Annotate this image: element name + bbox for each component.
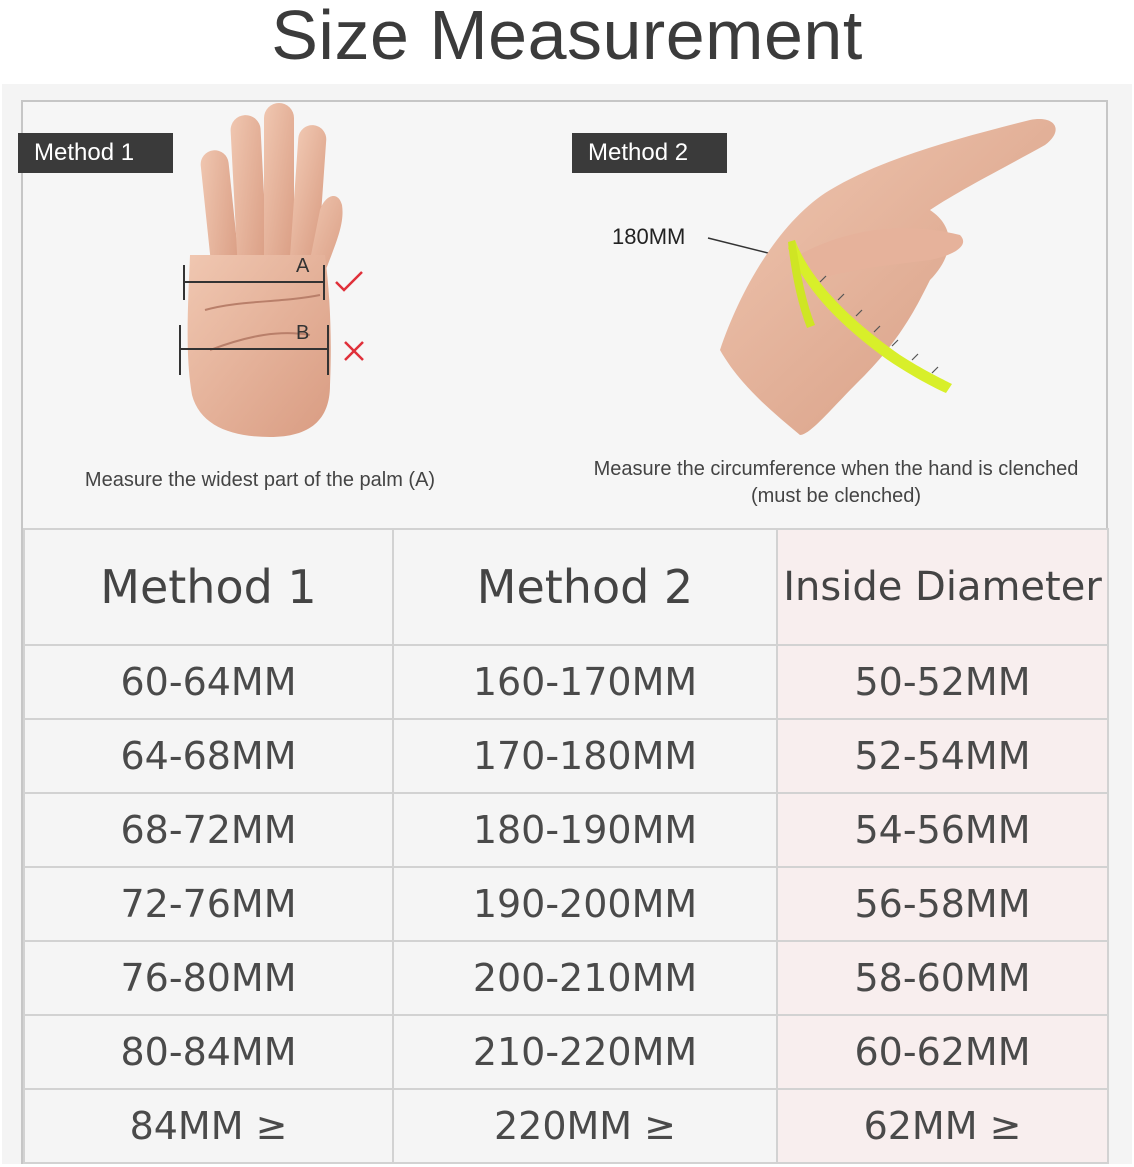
table-cell: 58-60MM xyxy=(777,941,1108,1015)
table-cell: 56-58MM xyxy=(777,867,1108,941)
table-row xyxy=(24,941,1108,1015)
check-icon xyxy=(334,270,364,294)
table-cell: 60-62MM xyxy=(777,1015,1108,1089)
clenched-hand-illustration xyxy=(700,110,1070,440)
table-row xyxy=(24,1089,1108,1163)
tape-length-label: 180MM xyxy=(612,224,686,249)
open-palm-illustration xyxy=(170,95,390,440)
table-cell: 62MM ≥ xyxy=(777,1089,1108,1163)
table-row xyxy=(24,719,1108,793)
header-method2: Method 2 xyxy=(393,529,777,645)
header-inside-diameter: Inside Diameter xyxy=(777,529,1108,645)
method1-caption: Measure the widest part of the palm (A) xyxy=(84,469,436,491)
table-cell: 72-76MM xyxy=(24,867,393,941)
size-table xyxy=(23,528,1109,1164)
table-row xyxy=(24,793,1108,867)
method2-caption-line2: (must be clenched) xyxy=(750,485,922,507)
table-cell: 160-170MM xyxy=(393,645,777,719)
table-cell: 190-200MM xyxy=(393,867,777,941)
table-cell: 80-84MM xyxy=(24,1015,393,1089)
table-cell: 170-180MM xyxy=(393,719,777,793)
table-cell: 84MM ≥ xyxy=(24,1089,393,1163)
table-cell: 220MM ≥ xyxy=(393,1089,777,1163)
table-cell: 52-54MM xyxy=(777,719,1108,793)
method2-caption-line1: Measure the circumference when the hand is clenched xyxy=(593,458,1079,480)
table-cell: 60-64MM xyxy=(24,645,393,719)
mark-a: A xyxy=(296,255,310,277)
table-cell: 200-210MM xyxy=(393,941,777,1015)
table-cell: 210-220MM xyxy=(393,1015,777,1089)
table-row xyxy=(24,1015,1108,1089)
table-row xyxy=(24,645,1108,719)
method1-tag: Method 1 xyxy=(18,133,173,173)
table-header-row xyxy=(24,529,1108,645)
table-cell: 50-52MM xyxy=(777,645,1108,719)
table-cell: 54-56MM xyxy=(777,793,1108,867)
table-cell: 68-72MM xyxy=(24,793,393,867)
table-cell: 64-68MM xyxy=(24,719,393,793)
method2-caption xyxy=(562,456,1110,510)
table-cell: 180-190MM xyxy=(393,793,777,867)
page-title: Size Measurement xyxy=(271,0,863,74)
table-row xyxy=(24,867,1108,941)
method2-tag: Method 2 xyxy=(572,133,727,173)
cross-icon xyxy=(343,340,365,362)
header-method1: Method 1 xyxy=(24,529,393,645)
mark-b: B xyxy=(296,322,310,344)
table-cell: 76-80MM xyxy=(24,941,393,1015)
